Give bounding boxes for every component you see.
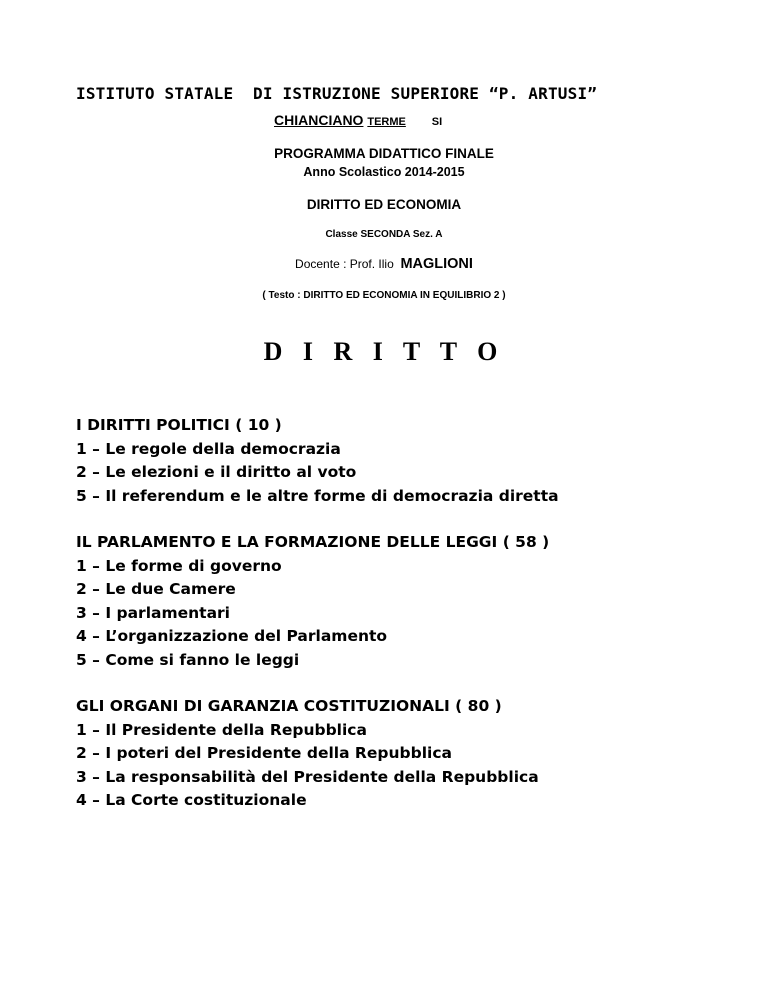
topic-block [76,414,559,508]
city-suffix: TERME [367,116,406,128]
topic-item: 1 – Il Presidente della Repubblica [76,720,367,739]
topic-title: GLI ORGANI DI GARANZIA COSTITUZIONALI ( 80 ) [76,697,502,715]
topics-list [76,414,559,836]
topic-item: 5 – Il referendum e le altre forme di democrazia diretta [76,486,559,505]
teacher-surname: MAGLIONI [400,256,473,272]
textbook-reference: ( Testo : DIRITTO ED ECONOMIA IN EQUILIBRIO 2 ) [262,290,506,301]
subject-title: DIRITTO ED ECONOMIA [306,197,462,212]
topic-item: 5 – Come si fanno le leggi [76,650,300,669]
topic-item: 4 – La Corte costituzionale [76,791,307,809]
teacher-label: Docente : Prof. Ilio [295,257,394,271]
topic-item: 2 – Le due Camere [76,580,236,598]
topic-item: 2 – I poteri del Presidente della Repubblica [76,744,452,762]
teacher-line [0,256,768,272]
program-title: PROGRAMMA DIDATTICO FINALE [274,146,494,161]
class-info: Classe SECONDA Sez. A [325,229,443,240]
topic-block [76,531,559,672]
topic-title: I DIRITTI POLITICI ( 10 ) [76,416,282,434]
topic-item: 1 – Le regole della democrazia [76,439,341,458]
city-name: CHIANCIANO [274,112,364,128]
topic-block [76,695,559,813]
topic-item: 4 – L’organizzazione del Parlamento [76,627,388,645]
topic-item: 3 – La responsabilità del Presidente della Repubblica [76,767,539,786]
topic-title: IL PARLAMENTO E LA FORMAZIONE DELLE LEGGI ( 58 ) [76,533,550,551]
school-location [274,112,442,128]
section-heading: D I R I T T O [263,337,505,366]
school-name: ISTITUTO STATALE DI ISTRUZIONE SUPERIORE “P. ARTUSI” [76,84,598,103]
topic-item: 3 – I parlamentari [76,603,230,622]
province-code: SI [431,116,443,128]
school-year: Anno Scolastico 2014-2015 [303,165,465,179]
topic-item: 1 – Le forme di governo [76,556,282,575]
topic-item: 2 – Le elezioni e il diritto al voto [76,463,357,481]
